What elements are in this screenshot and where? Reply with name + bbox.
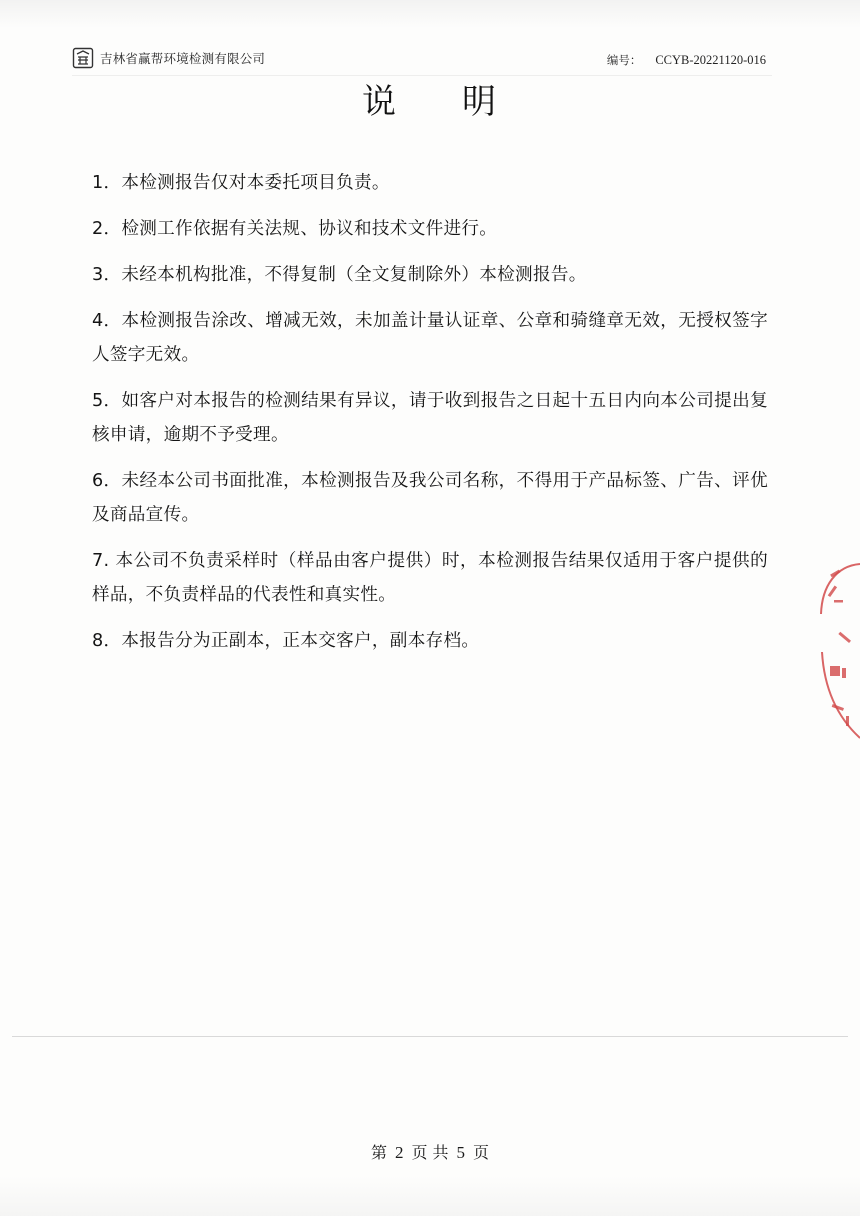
page-title: [0, 74, 860, 123]
title-char-1: 说: [362, 82, 398, 122]
page-prefix: 第: [370, 1143, 387, 1162]
page-suffix: 页: [473, 1143, 490, 1162]
footer-divider: [12, 1036, 848, 1037]
scan-shadow-top: [0, 0, 860, 28]
note-item-7: 7. 本公司不负责采样时（样品由客户提供）时，本检测报告结果仅适用于客户提供的样品，不负责样品的代表性和真实性。: [92, 551, 768, 605]
company-logo-icon: [72, 47, 94, 69]
page-header: [72, 46, 772, 72]
note-item-4: 4．本检测报告涂改、增减无效，未加盖计量认证章、公章和骑缝章无效，无授权签字人签字无效。: [92, 311, 768, 365]
partial-seal-stamp: [808, 556, 860, 746]
report-number-value: CCYB-20221120-016: [655, 53, 766, 67]
scan-shadow-bottom: [0, 1176, 860, 1216]
page-current: 2: [394, 1143, 404, 1162]
report-number-label: 编号：: [606, 53, 642, 67]
page-number: [0, 1140, 860, 1163]
page-mid: 页 共: [411, 1143, 449, 1162]
note-item-2: 2．检测工作依据有关法规、协议和技术文件进行。: [92, 219, 498, 239]
page-total: 5: [456, 1143, 466, 1162]
notes-list: [92, 166, 768, 670]
note-item-3: 3．未经本机构批准，不得复制（全文复制除外）本检测报告。: [92, 265, 587, 285]
title-char-2: 明: [462, 82, 498, 122]
note-item-5: 5．如客户对本报告的检测结果有异议，请于收到报告之日起十五日内向本公司提出复核申请，逾期不予受理。: [92, 391, 768, 445]
report-number: [607, 52, 766, 68]
company-name: 吉林省赢帮环境检测有限公司: [100, 51, 266, 66]
note-item-1: 1．本检测报告仅对本委托项目负责。: [92, 173, 390, 193]
note-item-8: 8．本报告分为正副本，正本交客户，副本存档。: [92, 631, 480, 651]
note-item-6: 6．未经本公司书面批准，本检测报告及我公司名称，不得用于产品标签、广告、评优及商品宣传。: [92, 471, 768, 525]
